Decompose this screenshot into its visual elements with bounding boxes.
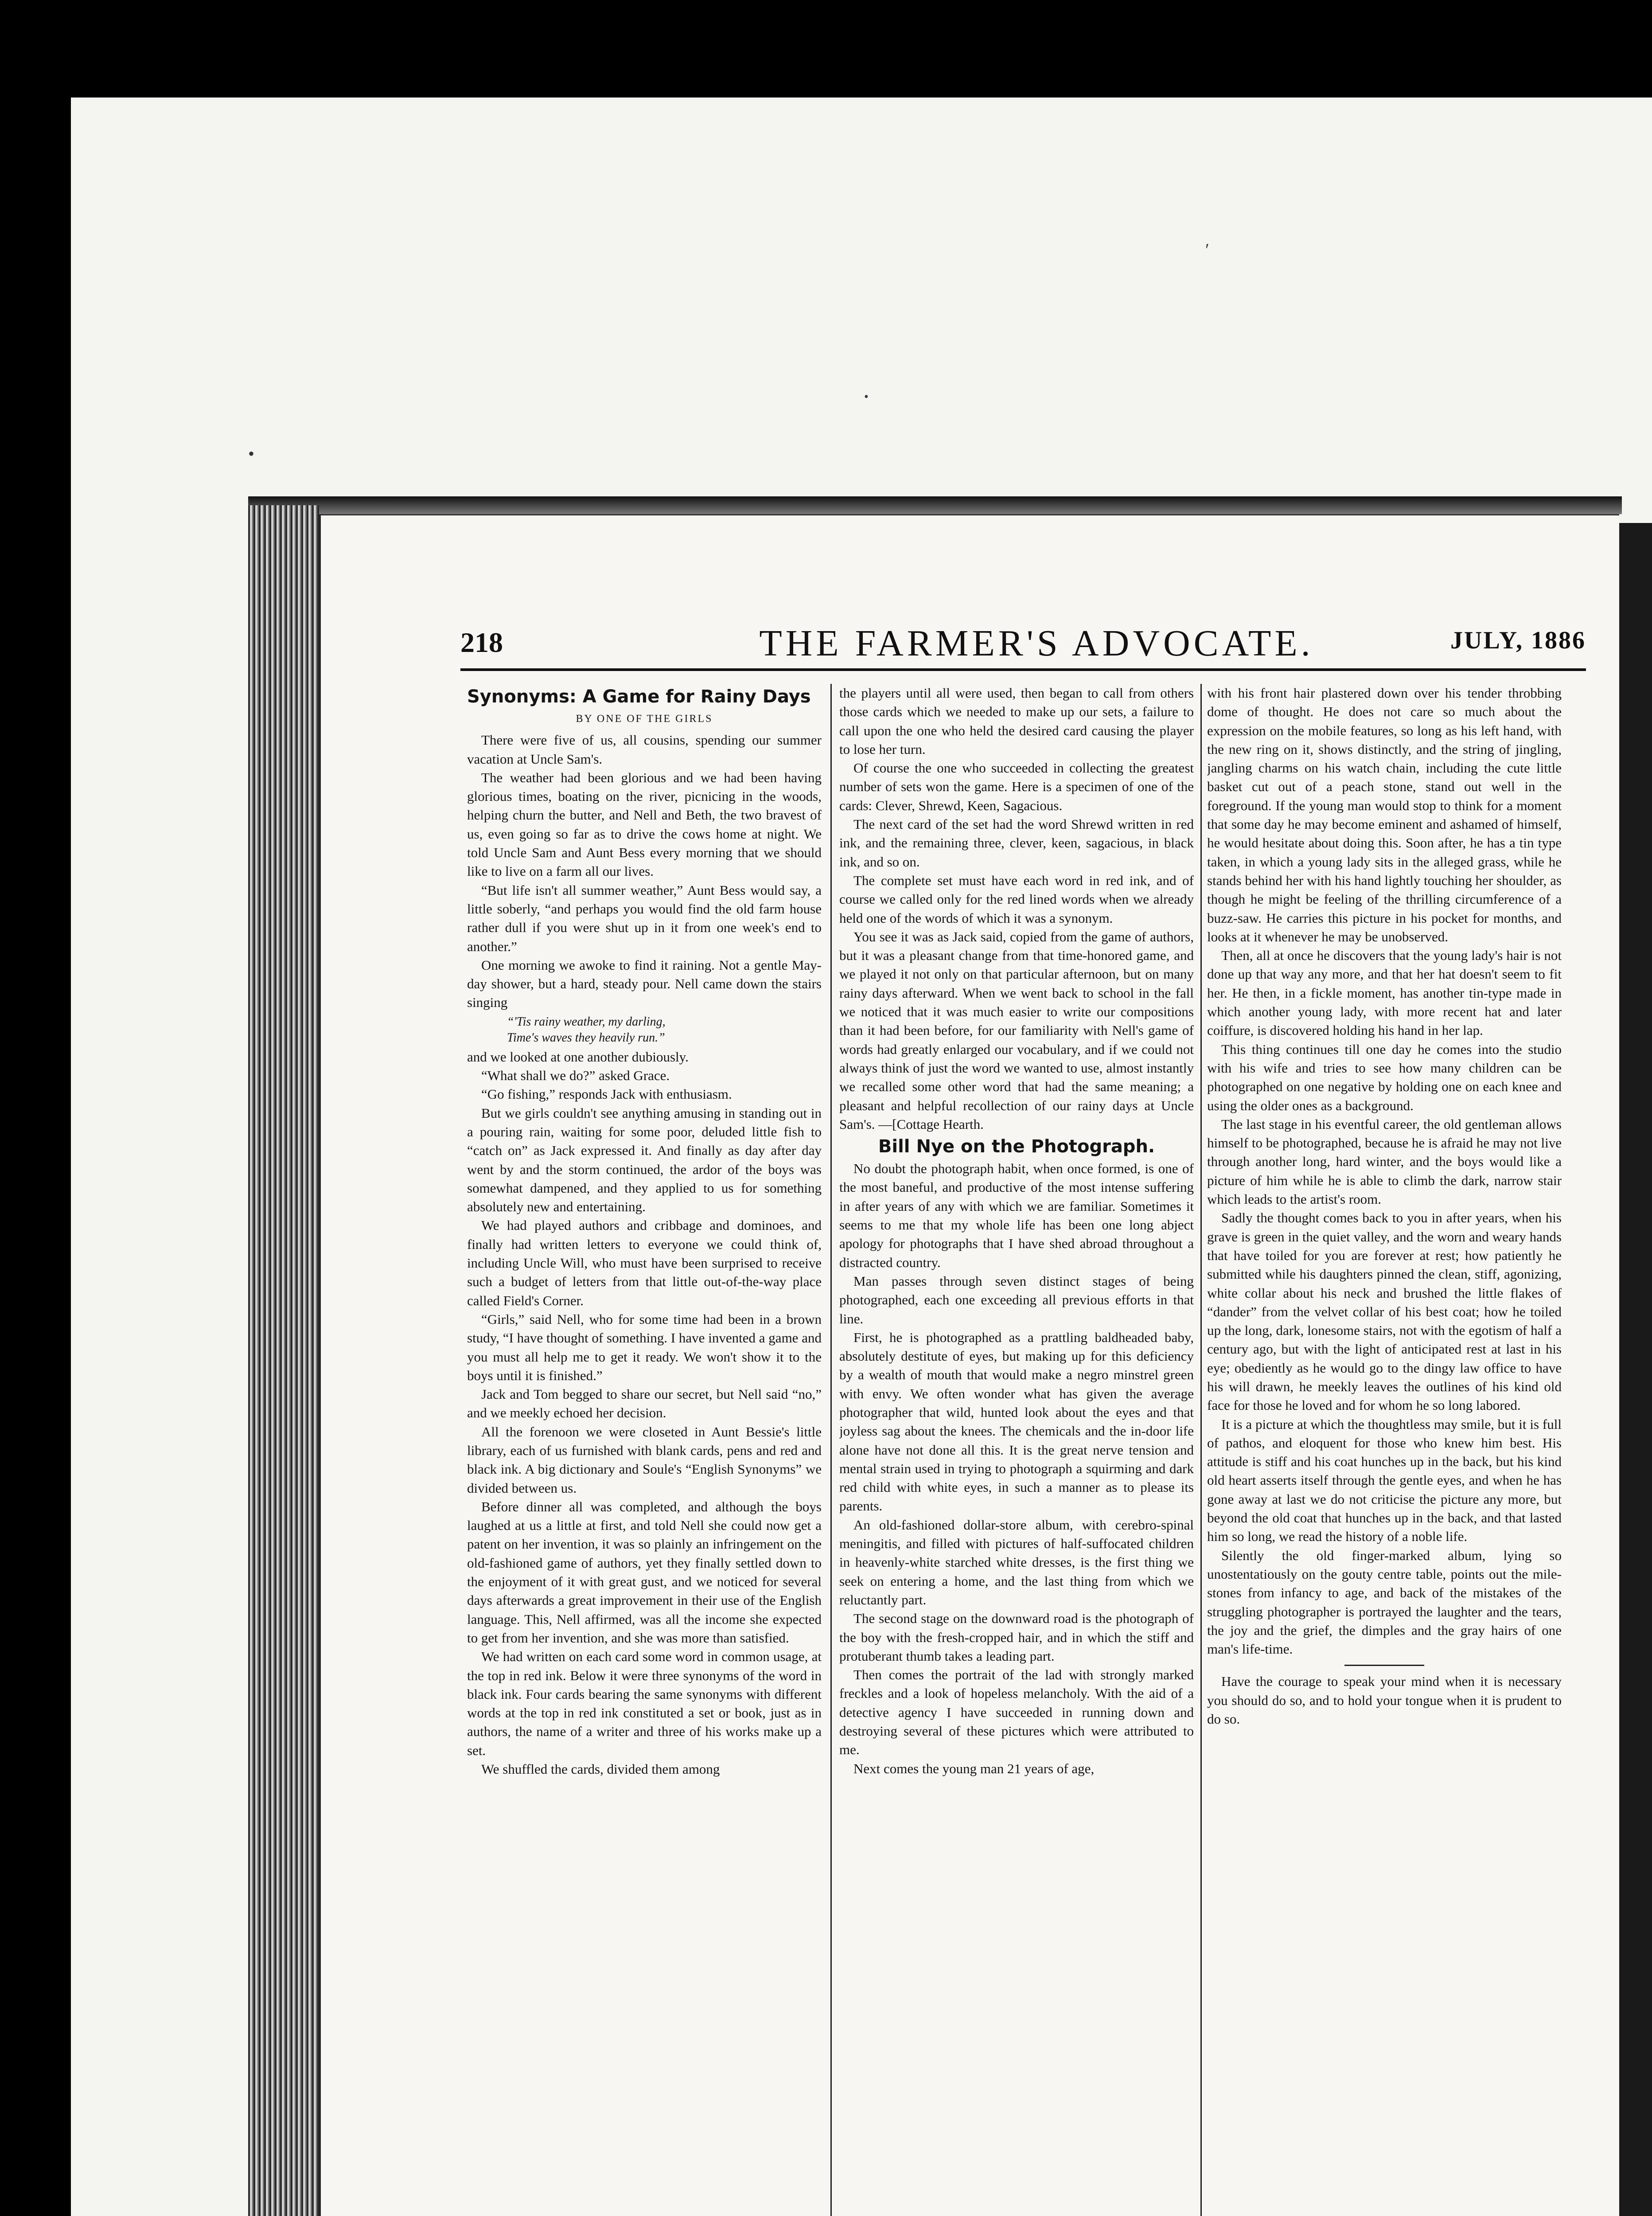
paragraph: The last stage in his eventful career, the old gentleman allows himself to be photographed, because he is afraid he may not live through another long, hard winter, and the boys would like a picture of him while he is able to climb the dark, narrow stair which leads to the artist's room. (1207, 1116, 1562, 1207)
scan-speck: • (248, 444, 255, 464)
paragraph: Of course the one who succeeded in collecting the greatest number of sets won the game. Here is a specimen of one of the cards: Clever, Shrewd, Keen, Sagacious. (839, 760, 1194, 813)
paragraph: Sadly the thought comes back to you in after years, when his grave is green in the quiet valley, and the worn and weary hands that have toiled for you are forever at rest; how patiently he submitted while his daughters pinned the clean, stiff, agonizing, white collar about his neck and brushed the little flakes of “dander” from the velvet collar of his best coat; how he toiled up the long, dark, lonesome stairs, not with the egotism of half a century ago, but with the light of anticipated rest at last in his eye; obediently as he would go to the dingy law office to have his will drawn, he meekly leaves the outlines of his kind old face for those he loved and for whom he so long labored. (1207, 1210, 1562, 1413)
article-byline: BY ONE OF THE GIRLS (576, 713, 713, 725)
column-3 (1207, 684, 1562, 2216)
page-number: 218 (460, 627, 503, 658)
page-header (460, 622, 1586, 666)
paragraph: There were five of us, all cousins, spending our summer vacation at Uncle Sam's. (467, 732, 822, 767)
paragraph: The next card of the set had the word Shrewd written in red ink, and the remaining three, clever, keen, sagacious, in black ink, and so on. (839, 816, 1194, 870)
paragraph: First, he is photographed as a prattling baldheaded baby, absolutely destitute of eyes, but making up for this deficiency by a wealth of mouth that would make a negro minstrel green with envy. We often wonder what has given the average photographer that wild, hunted look about the eyes and that joyless sag about the knees. The chemicals and the in-door life alone have not done all this. It is the great nerve tension and mental strain used in trying to photograph a squirming and dark red child with white eyes, in such a manner as to please its parents. (839, 1329, 1194, 1514)
paragraph: “But life isn't all summer weather,” Aunt Bess would say, a little soberly, “and perhaps you would find the old farm house rather dull if you were shut up in it from one week's end to another.” (467, 882, 822, 954)
separator-rule (1344, 1665, 1424, 1666)
paragraph: It is a picture at which the thoughtless may smile, but it is full of pathos, and eloquent for those who knew him best. His attitude is stiff and his coat hunches up in the back, but his kind old heart asserts itself through the gentle eyes, and when he has gone away at last we do not criticise the picture any more, but beyond the old coat that hunches up in the back, and that lasted him so long, we read the history of a noble life. (1207, 1416, 1562, 1545)
paragraph: Next comes the young man 21 years of age, (853, 1760, 1095, 1776)
paragraph: “Girls,” said Nell, who for some time had been in a brown study, “I have thought of something. I have invented a game and you must all help me to get it ready. We won't show it to the boys until it is finished.” (467, 1311, 822, 1383)
column-divider (830, 684, 832, 2216)
paragraph: We had played authors and cribbage and dominoes, and finally had written letters to everyone we could think of, including Uncle Will, who must have been surprised to receive such a budget of letters from that little out-of-the-way place called Field's Corner. (467, 1217, 822, 1308)
article-title: Bill Nye on the Photograph. (878, 1136, 1155, 1157)
paragraph: This thing continues till one day he comes into the studio with his wife and tries to see how many children can be photographed on one negative by holding one on each knee and using the older ones as a background. (1207, 1041, 1562, 1113)
filler-paragraph: Have the courage to speak your mind when it is necessary you should do so, and to hold your tongue when it is prudent to do so. (1207, 1674, 1562, 1727)
newspaper-page (319, 514, 1619, 2216)
paragraph: “Go fishing,” responds Jack with enthusiasm. (481, 1086, 732, 1102)
column-divider (1200, 684, 1202, 2216)
paragraph: But we girls couldn't see anything amusing in standing out in a pouring rain, waiting for some poor, deluded little fish to “catch on” as Jack expressed it. And finally as day after day went by and the storm continued, the ardor of the boys was somewhat dampened, and they applied to us for something absolutely new and entertaining. (467, 1105, 822, 1215)
paragraph: “What shall we do?” asked Grace. (481, 1068, 670, 1084)
facing-page-edge (1617, 523, 1652, 2216)
paragraph: The second stage on the downward road is the photograph of the boy with the fresh-cropped hair, and in which the stiff and protuberant thumb takes a leading part. (839, 1611, 1194, 1664)
paragraph: with his front hair plastered down over his tender throbbing dome of thought. He does not care so much about the expression on the mobile features, so long as his left hand, with the new ring on it, shows distinctly, and the string of jingling, jangling charms on his watch chain, including the cute little basket cut out of a peach stone, stand out well in the foreground. If the young man would stop to think for a moment that some day he may become eminent and ashamed of himself, he would hesitate about doing this. Soon after, he has a tin type taken, in which a young lady sits in the alleged grass, while he stands behind her with his hand lightly touching her shoulder, as though he might be feeling of the thrilling circumference of a buzz-saw. He carries this picture in his pocket for months, and looks at it whenever he may be unobserved. (1207, 685, 1562, 944)
article-title: Synonyms: A Game for Rainy Days (467, 687, 811, 707)
paragraph: No doubt the photograph habit, when once formed, is one of the most baneful, and productive of the most intense suffering in after years of any with which we are familiar. Sometimes it seems to me that my whole life has been one long abject apology for photographs that I have shed abroad throughout a distracted country. (839, 1161, 1194, 1270)
paragraph: the players until all were used, then began to call from others those cards which we needed to make up our sets, a failure to call upon the one who held the desired card causing the player to lose her turn. (839, 685, 1194, 757)
book-page-edges (248, 505, 319, 2216)
header-rule (460, 668, 1586, 671)
paragraph: You see it was as Jack said, copied from the game of authors, but it was a pleasant change from that time-honored game, and we played it not only on that particular afternoon, but on many rainy days afterward. When we went back to school in the fall we noticed that it was much easier to write our compositions than it had been before, for our familiarity with Nell's game of words had greatly enlarged our vocabulary, and if we could not always think of just the word we wanted to use, almost instantly we recalled some other word that had the same meaning; a pleasant and helpful recollection of our rainy days at Uncle Sam's. —[Cottage Hearth. (839, 929, 1194, 1132)
paragraph: Then, all at once he discovers that the young lady's hair is not done up that way any more, and that her hat doesn't seem to fit her. He then, in a fickle moment, has another tin-type made in which another young lady, with more recent hat and later coiffure, is discovered holding his hand in her lap. (1207, 948, 1562, 1038)
paragraph: We shuffled the cards, divided them among (481, 1761, 720, 1777)
masthead: THE FARMER'S ADVOCATE. (759, 623, 1314, 664)
page-top-shadow (248, 496, 1622, 514)
paragraph: Before dinner all was completed, and although the boys laughed at us a little at first, and told Nell she could now get a patent on her invention, it was so plainly an infringement on the old-fashioned game of authors, yet they finally settled down to the enjoyment of it with great gust, and we noticed for several days afterwards a great improvement in their use of the English language. This, Nell affirmed, was all the income she expected to get from her invention, and she was more than satisfied. (467, 1498, 822, 1646)
paragraph: The weather had been glorious and we had been having glorious times, boating on the river, picnicing in the woods, helping churn the butter, and Nell and Beth, the two bravest of us, even going so far as to drive the cows home at night. We told Uncle Sam and Aunt Bess every morning that we should like to live on a farm all our lives. (467, 769, 822, 879)
paragraph: The complete set must have each word in red ink, and of course we called only for the red lined words when we already held one of the words of which it was a synonym. (839, 872, 1194, 926)
column-1 (467, 684, 822, 2216)
paragraph: Then comes the portrait of the lad with strongly marked freckles and a look of hopeless melancholy. With the aid of a detective agency I have succeeded in running down and destroying several of these pictures which were attributed to me. (839, 1667, 1194, 1758)
verse-line: Time's waves they heavily run.” (507, 1030, 665, 1045)
paragraph: We had written on each card some word in common usage, at the top in red ink. Below it were three synonyms of the word in black ink. Four cards bearing the same synonyms with different words at the top in red ink constituted a set or book, just as in authors, the name of a writer and three of his works make up a set. (467, 1649, 822, 1758)
paragraph: An old-fashioned dollar-store album, with cerebro-spinal meningitis, and filled with pictures of half-suffocated children in heavenly-white starched white dresses, is the first thing we seek on entering a home, and the last thing from which we reluctantly part. (839, 1517, 1194, 1607)
paragraph: Silently the old finger-marked album, lying so unostentatiously on the gouty centre table, points out the mile-stones from infancy to age, and back of the mistakes of the struggling photographer is portrayed the laughter and the tears, the joy and the grief, the dimples and the gray hairs of one man's life-time. (1207, 1547, 1562, 1657)
paragraph: All the forenoon we were closeted in Aunt Bessie's little library, each of us furnished with blank cards, pens and red and black ink. A big dictionary and Soule's “English Synonyms” we divided between us. (467, 1424, 822, 1496)
scan-speck: ′ (1205, 240, 1209, 260)
verse-line: “'Tis rainy weather, my darling, (507, 1014, 666, 1029)
paragraph: One morning we awoke to find it raining. Not a gentle May-day shower, but a hard, steady pour. Nell came down the stairs singing (467, 957, 822, 1010)
paragraph: Jack and Tom begged to share our secret, but Nell said “no,” and we meekly echoed her decision. (467, 1386, 822, 1421)
paragraph: Man passes through seven distinct stages of being photographed, each one exceeding all previous efforts in that line. (839, 1273, 1194, 1326)
verse (507, 1014, 822, 1046)
issue-date: JULY, 1886 (1450, 627, 1586, 654)
scan-speck: • (864, 390, 869, 404)
column-2 (839, 684, 1194, 2216)
paragraph: and we looked at one another dubiously. (467, 1049, 689, 1065)
